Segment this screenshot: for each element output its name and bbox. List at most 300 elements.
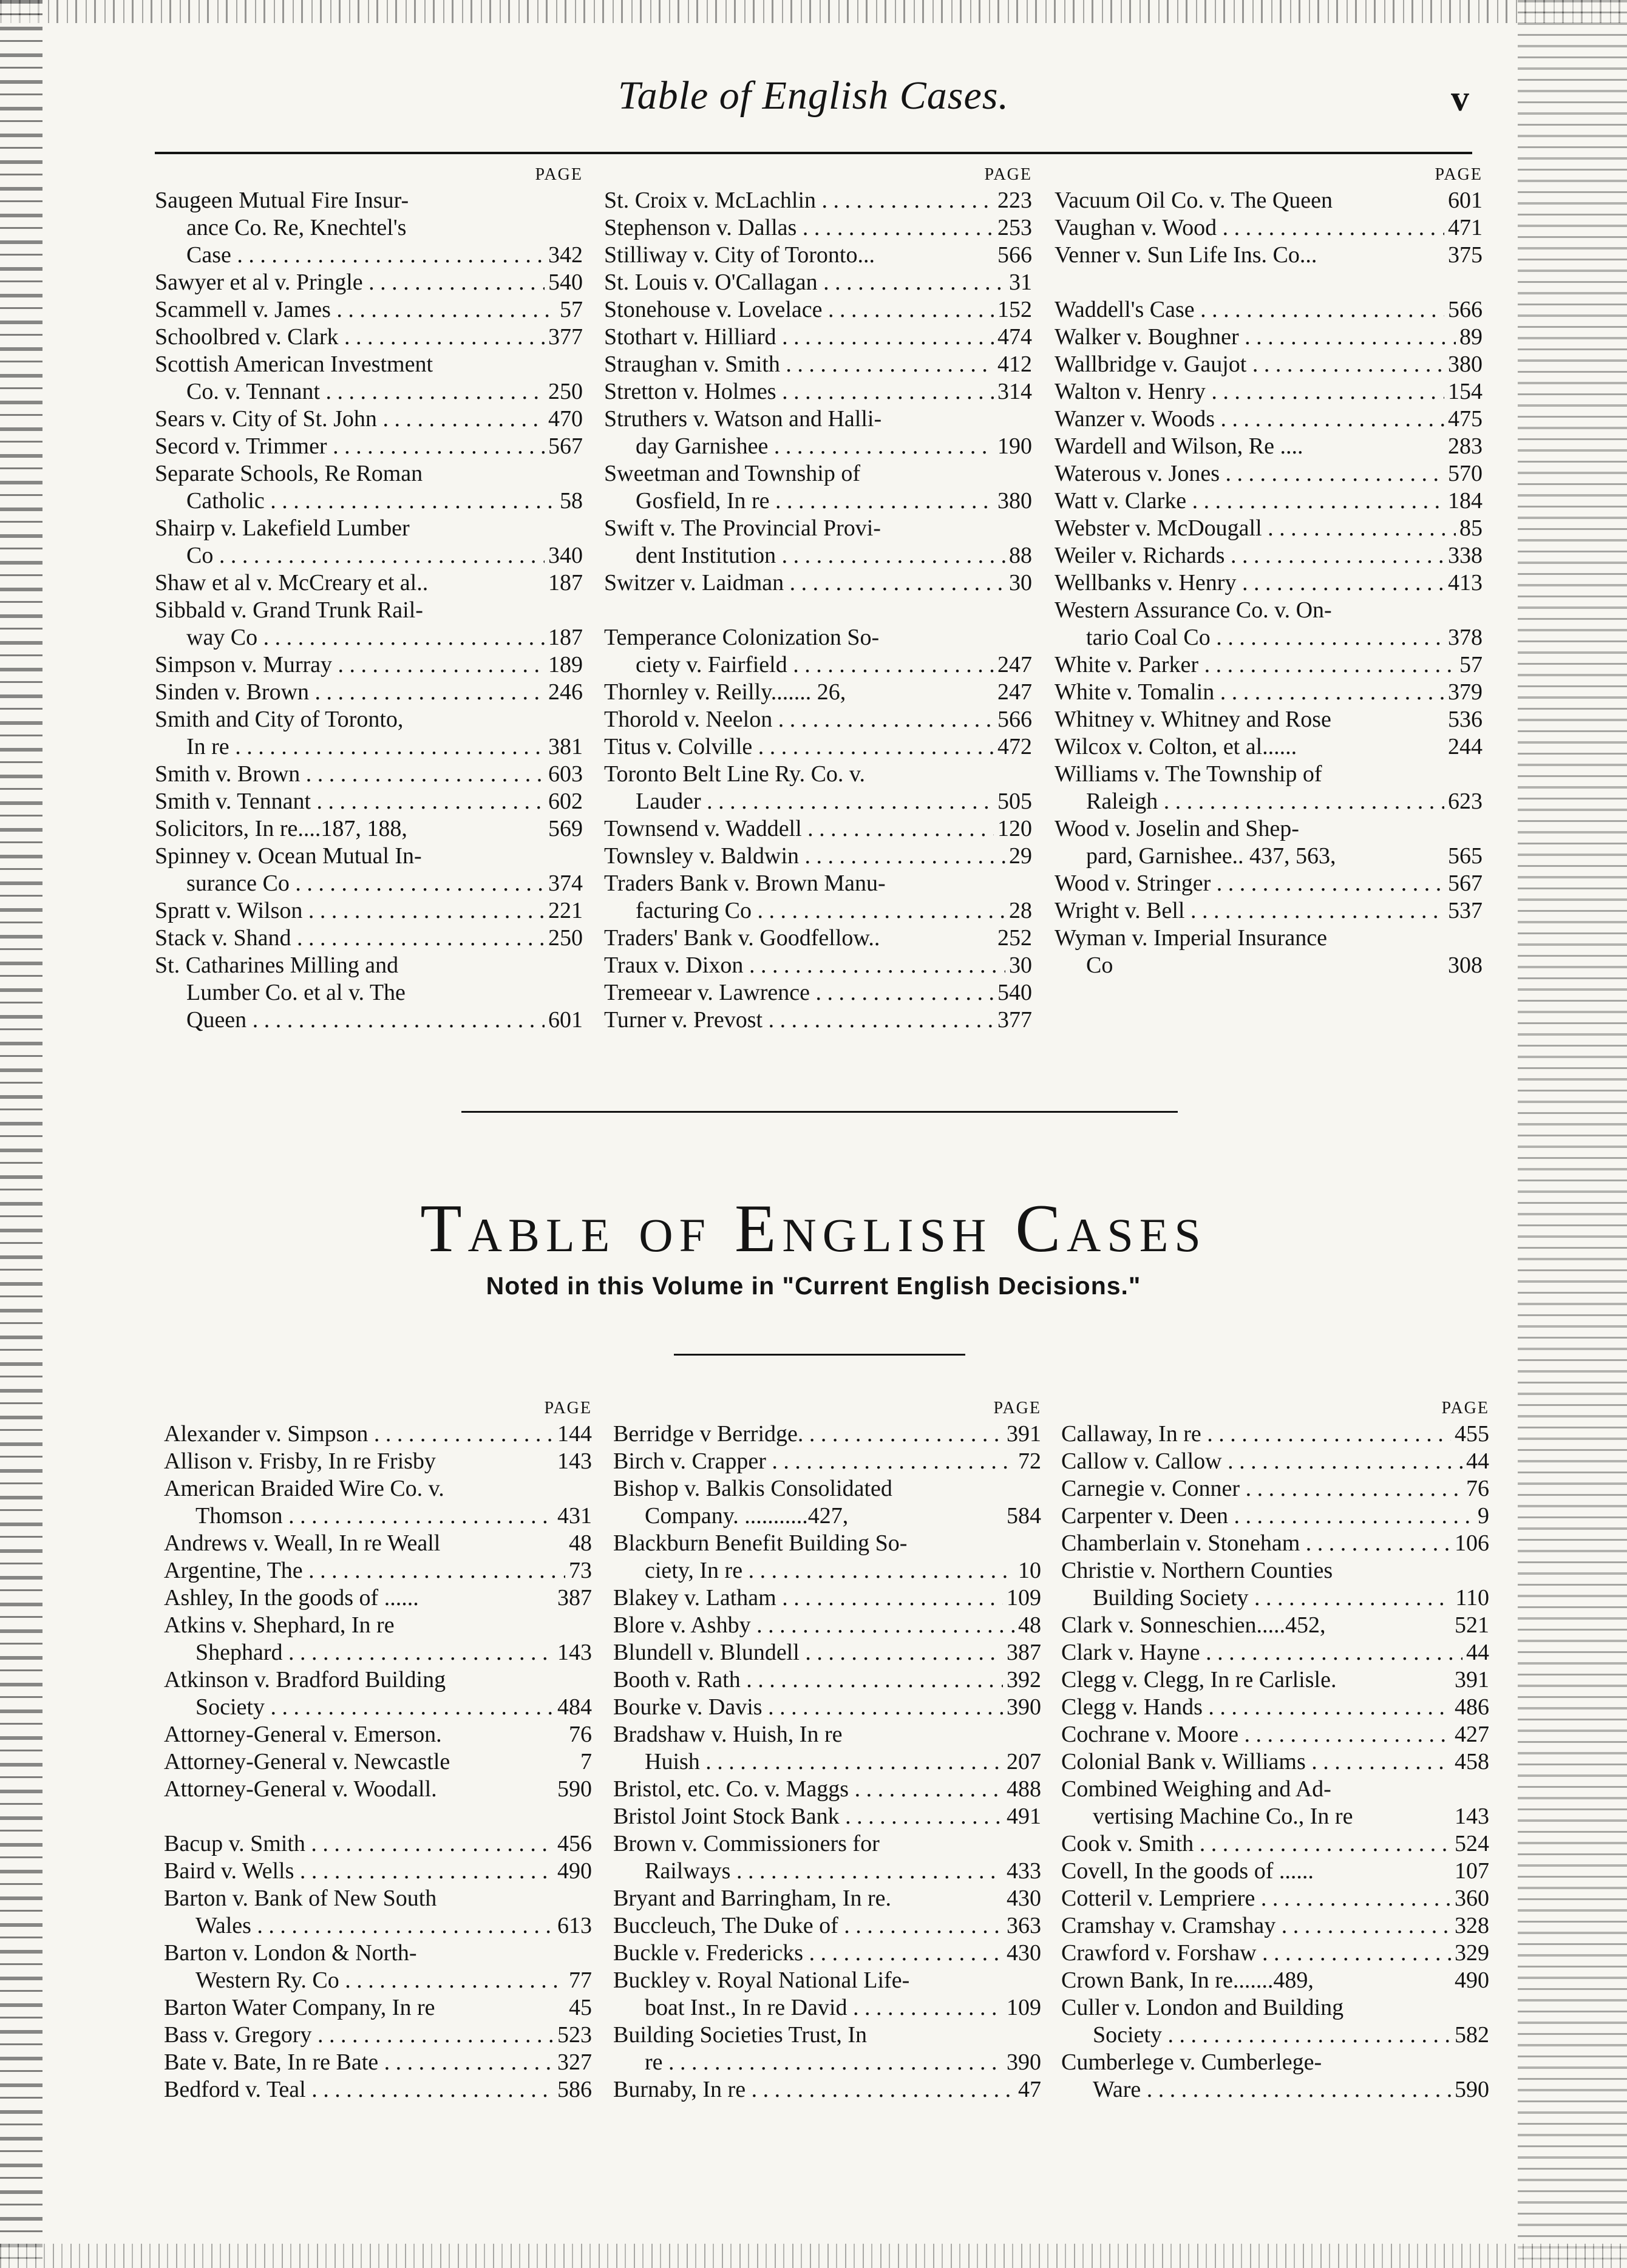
page-number: 85 — [1456, 515, 1483, 542]
case-entry — [1061, 1530, 1489, 1557]
case-name: Attorney-General v. Woodall. — [164, 1776, 437, 1802]
page-number: 360 — [1451, 1885, 1489, 1912]
page-number: 590 — [554, 1776, 592, 1803]
case-entry-continuation — [155, 870, 583, 897]
case-name: Bate v. Bate, In re Bate . . . — [164, 2049, 592, 2076]
case-name: Barton v. Bank of New South — [164, 1886, 437, 1911]
case-name: Atkinson v. Bradford Building — [164, 1667, 446, 1693]
page-number: 29 — [1005, 843, 1032, 870]
case-entry — [1061, 1421, 1489, 1448]
case-entry — [604, 870, 1032, 897]
case-entry — [164, 1421, 592, 1448]
case-name: Queen . . . — [186, 1007, 583, 1034]
page-number: 455 — [1451, 1421, 1489, 1448]
case-entry — [1055, 679, 1483, 706]
case-entry — [1061, 1858, 1489, 1885]
case-entry-continuation — [1061, 2022, 1489, 2049]
case-entry — [1055, 378, 1483, 406]
case-name: Crown Bank, In re.......489, — [1061, 1968, 1314, 1993]
case-name: Wanzer v. Woods . . . — [1055, 406, 1483, 433]
page-number: 328 — [1451, 1912, 1489, 1940]
case-name: Traders Bank v. Brown Manu- — [604, 871, 886, 896]
case-name: Blore v. Ashby . . . — [613, 1612, 1041, 1639]
case-entry-continuation — [164, 1639, 592, 1666]
case-entry — [613, 1885, 1041, 1912]
page-column-label: PAGE — [535, 165, 583, 184]
case-entry — [155, 706, 583, 733]
page-number: 392 — [1003, 1666, 1041, 1694]
case-name: Tremeear v. Lawrence . . . — [604, 979, 1032, 1007]
case-name: Sawyer et al v. Pringle . . . — [155, 269, 583, 296]
case-entry — [164, 1612, 592, 1639]
case-entry — [1055, 351, 1483, 378]
case-name: Wood v. Stringer . . . — [1055, 870, 1483, 897]
case-name: Barton v. London & North- — [164, 1940, 417, 1966]
case-entry — [1061, 1967, 1489, 1994]
page-number: 433 — [1003, 1858, 1041, 1885]
case-entry — [164, 1666, 592, 1694]
page-number: 76 — [1462, 1475, 1489, 1502]
case-name: In re . . . — [186, 733, 583, 761]
page-number: 207 — [1003, 1748, 1041, 1776]
page-number: 536 — [1444, 706, 1483, 733]
page-number: 412 — [994, 351, 1032, 378]
case-entry-continuation — [604, 542, 1032, 569]
case-entry — [1055, 597, 1483, 624]
case-name: Atkins v. Shephard, In re — [164, 1612, 395, 1638]
case-entry — [1061, 1502, 1489, 1530]
case-name: Bristol Joint Stock Bank . . . — [613, 1803, 1041, 1830]
case-name: Simpson v. Murray . . . — [155, 651, 583, 679]
case-entry — [604, 761, 1032, 788]
page-number: 586 — [554, 2076, 592, 2103]
case-entry — [1055, 187, 1483, 214]
page-number: 391 — [1451, 1666, 1489, 1694]
page-number: 375 — [1444, 242, 1483, 269]
case-entry-continuation — [155, 242, 583, 269]
case-entry-continuation — [164, 1967, 592, 1994]
case-name: Bishop v. Balkis Consolidated — [613, 1476, 892, 1501]
case-entry-continuation — [604, 651, 1032, 679]
page-number: 250 — [545, 378, 583, 406]
case-name: Western Assurance Co. v. On- — [1055, 597, 1332, 623]
case-name: Bradshaw v. Huish, In re — [613, 1722, 843, 1747]
case-name: Cochrane v. Moore . . . — [1061, 1721, 1489, 1748]
case-name: Walton v. Henry . . . — [1055, 378, 1483, 406]
scan-noise-left — [0, 0, 42, 2268]
case-entry — [1061, 1994, 1489, 2022]
case-entry — [604, 569, 1032, 597]
page-number: 374 — [545, 870, 583, 897]
case-name: Railways . . . — [645, 1858, 1041, 1885]
case-name: Culler v. London and Building — [1061, 1995, 1344, 2020]
case-entry — [155, 406, 583, 433]
page-number: 521 — [1451, 1612, 1489, 1639]
case-name: Stonehouse v. Lovelace . . . — [604, 296, 1032, 324]
case-name: Society . . . — [195, 1694, 592, 1721]
case-name: American Braided Wire Co. v. — [164, 1476, 444, 1501]
case-name: White v. Tomalin . . . — [1055, 679, 1483, 706]
case-name: ance Co. Re, Knechtel's — [186, 215, 407, 240]
case-entry-continuation — [613, 1557, 1041, 1584]
case-name: pard, Garnishee.. 437, 563, — [1086, 843, 1336, 869]
case-name: Building Society . . . — [1093, 1584, 1489, 1612]
case-name: Cotteril v. Lempriere . . . — [1061, 1885, 1489, 1912]
page-number: 540 — [545, 269, 583, 296]
page-number: 154 — [1444, 378, 1483, 406]
case-name: Gosfield, In re . . . — [636, 487, 1032, 515]
case-name: Case . . . — [186, 242, 583, 269]
case-entry — [604, 925, 1032, 952]
case-entry — [155, 515, 583, 542]
case-name: St. Louis v. O'Callagan . . . — [604, 269, 1032, 296]
page-number: 491 — [1003, 1803, 1041, 1830]
page-number: 390 — [1003, 1694, 1041, 1721]
case-entry — [604, 706, 1032, 733]
case-name: Shaw et al v. McCreary et al.. — [155, 570, 429, 596]
case-name: Attorney-General v. Newcastle — [164, 1749, 450, 1774]
page-number: 413 — [1444, 569, 1483, 597]
page-number: 7 — [577, 1748, 592, 1776]
case-entry — [155, 269, 583, 296]
case-name: Alexander v. Simpson . . . — [164, 1421, 592, 1448]
page-number: 379 — [1444, 679, 1483, 706]
case-entry — [604, 324, 1032, 351]
page-number: 601 — [545, 1007, 583, 1034]
case-list — [1055, 187, 1483, 979]
case-name: Clegg v. Clegg, In re Carlisle. — [1061, 1667, 1337, 1693]
page-number: 190 — [994, 433, 1032, 460]
case-name: Watt v. Clarke . . . — [1055, 487, 1483, 515]
case-name: facturing Co . . . — [636, 897, 1032, 925]
case-entry-continuation — [604, 788, 1032, 815]
page-number: 390 — [1003, 2049, 1041, 2076]
page-number: 387 — [1003, 1639, 1041, 1666]
case-name: Blundell v. Blundell . . . — [613, 1639, 1041, 1666]
page-number: 567 — [545, 433, 583, 460]
page-number: 391 — [1003, 1421, 1041, 1448]
page-number: 567 — [1444, 870, 1483, 897]
page-number: 377 — [545, 324, 583, 351]
case-name: Booth v. Rath . . . — [613, 1666, 1041, 1694]
case-entry — [1061, 1830, 1489, 1858]
case-name: Wright v. Bell . . . — [1055, 897, 1483, 925]
page-number: 431 — [554, 1502, 592, 1530]
page-column-label: PAGE — [1435, 165, 1483, 184]
case-entry — [604, 406, 1032, 433]
page-number: 144 — [554, 1421, 592, 1448]
case-entry-continuation — [1061, 1584, 1489, 1612]
case-name: Bacup v. Smith . . . — [164, 1830, 592, 1858]
case-entry — [164, 1776, 592, 1803]
page-number: 584 — [1003, 1502, 1041, 1530]
case-entry — [613, 1967, 1041, 1994]
case-entry-continuation — [1055, 624, 1483, 651]
case-name: Colonial Bank v. Williams . . . — [1061, 1748, 1489, 1776]
page-number: 143 — [1451, 1803, 1489, 1830]
case-name: Turner v. Prevost . . . — [604, 1007, 1032, 1034]
page-number: 252 — [994, 925, 1032, 952]
page-number: 378 — [1444, 624, 1483, 651]
case-name: Chamberlain v. Stoneham . . . — [1061, 1530, 1489, 1557]
page-number: 570 — [1444, 460, 1483, 487]
page-number: 72 — [1014, 1448, 1041, 1475]
case-entry — [155, 460, 583, 487]
page-number: 189 — [545, 651, 583, 679]
case-entry-continuation — [1055, 952, 1483, 979]
case-name: Stothart v. Hilliard . . . — [604, 324, 1032, 351]
page-number: 475 — [1444, 406, 1483, 433]
case-entry — [1055, 242, 1483, 269]
page-number: 89 — [1456, 324, 1483, 351]
case-entry-continuation — [604, 897, 1032, 925]
subtitle-divider — [674, 1354, 965, 1356]
case-name: Vacuum Oil Co. v. The Queen — [1055, 188, 1333, 213]
case-entry — [155, 433, 583, 460]
case-list — [164, 1421, 592, 2103]
case-name: Waddell's Case . . . — [1055, 296, 1483, 324]
case-name: Solicitors, In re....187, 188, — [155, 816, 407, 841]
case-name: Wood v. Joselin and Shep- — [1055, 816, 1299, 841]
lower-column-2 — [613, 1396, 1041, 2103]
page-number: 340 — [545, 542, 583, 569]
page-number: 540 — [994, 979, 1032, 1007]
page-number: 253 — [994, 214, 1032, 242]
page-number: 380 — [994, 487, 1032, 515]
case-entry — [604, 351, 1032, 378]
case-entry — [604, 515, 1032, 542]
case-entry — [1061, 1639, 1489, 1666]
page-number: 471 — [1444, 214, 1483, 242]
page-number: 565 — [1444, 843, 1483, 870]
case-entry — [604, 843, 1032, 870]
case-entry — [1061, 1912, 1489, 1940]
page-number: 221 — [545, 897, 583, 925]
case-name: Struthers v. Watson and Halli- — [604, 406, 882, 432]
case-name: Thomson . . . — [195, 1502, 592, 1530]
case-entry — [1055, 733, 1483, 761]
case-entry — [604, 187, 1032, 214]
case-name: Argentine, The . . . — [164, 1557, 592, 1584]
upper-column-3 — [1055, 163, 1483, 979]
case-entry — [1055, 515, 1483, 542]
page-number: 283 — [1444, 433, 1483, 460]
case-entry-continuation — [155, 378, 583, 406]
page-number: 602 — [545, 788, 583, 815]
page-number: 73 — [565, 1557, 592, 1584]
case-entry — [1061, 1557, 1489, 1584]
section-title: Table of English Cases — [420, 1191, 1207, 1266]
case-entry — [613, 1694, 1041, 1721]
case-entry — [155, 815, 583, 843]
case-entry — [604, 679, 1032, 706]
page-number: 377 — [994, 1007, 1032, 1034]
case-entry — [1055, 324, 1483, 351]
page-number: 223 — [994, 187, 1032, 214]
case-name: Schoolbred v. Clark . . . — [155, 324, 583, 351]
page-folio: v — [1451, 78, 1469, 118]
case-name: Company. ...........427, — [645, 1503, 849, 1529]
case-entry — [1055, 651, 1483, 679]
page-number: 569 — [545, 815, 583, 843]
case-entry — [604, 269, 1032, 296]
case-entry-continuation — [613, 1502, 1041, 1530]
page-number: 48 — [565, 1530, 592, 1557]
case-entry — [164, 2076, 592, 2103]
page-number: 474 — [994, 324, 1032, 351]
page-number: 106 — [1451, 1530, 1489, 1557]
case-entry — [155, 788, 583, 815]
case-name: Wilcox v. Colton, et al...... — [1055, 734, 1297, 759]
case-entry — [613, 1612, 1041, 1639]
case-entry — [164, 1584, 592, 1612]
page-number: 31 — [1005, 269, 1032, 296]
case-name: Sweetman and Township of — [604, 461, 860, 486]
case-entry-continuation — [155, 542, 583, 569]
case-entry — [155, 187, 583, 214]
case-entry — [1061, 2049, 1489, 2076]
case-name: vertising Machine Co., In re — [1093, 1804, 1353, 1829]
case-name: Birch v. Crapper . . . — [613, 1448, 1041, 1475]
case-entry — [1055, 487, 1483, 515]
case-entry-continuation — [155, 214, 583, 242]
case-entry — [604, 952, 1032, 979]
page-number: 9 — [1474, 1502, 1489, 1530]
case-entry — [164, 1858, 592, 1885]
page-number: 247 — [994, 679, 1032, 706]
case-entry — [1055, 815, 1483, 843]
case-entry — [155, 569, 583, 597]
case-name: Wardell and Wilson, Re .... — [1055, 433, 1303, 459]
case-name: day Garnishee . . . — [636, 433, 1032, 460]
page-number: 582 — [1451, 2022, 1489, 2049]
case-entry — [155, 761, 583, 788]
case-list — [604, 187, 1032, 1034]
case-name: ciety, In re . . . — [645, 1557, 1041, 1584]
page-number: 329 — [1451, 1940, 1489, 1967]
case-name: Callaway, In re . . . — [1061, 1421, 1489, 1448]
case-name: Wyman v. Imperial Insurance — [1055, 925, 1327, 951]
case-entry — [1061, 1885, 1489, 1912]
page-number: 45 — [565, 1994, 592, 2022]
page-number: 566 — [1444, 296, 1483, 324]
page-number: 247 — [994, 651, 1032, 679]
case-entry — [1055, 214, 1483, 242]
page-number: 109 — [1003, 1994, 1041, 2022]
case-entry — [604, 242, 1032, 269]
case-entry-continuation — [164, 1502, 592, 1530]
case-entry — [155, 296, 583, 324]
case-name: Catholic . . . — [186, 487, 583, 515]
case-name: Saugeen Mutual Fire Insur- — [155, 188, 409, 213]
page-number: 490 — [554, 1858, 592, 1885]
case-entry — [155, 925, 583, 952]
case-name: Shairp v. Lakefield Lumber — [155, 515, 410, 541]
case-name: Ashley, In the goods of ...... — [164, 1585, 419, 1611]
case-name: Stack v. Shand . . . — [155, 925, 583, 952]
case-entry-continuation — [613, 1858, 1041, 1885]
case-entry — [613, 1421, 1041, 1448]
header-rule — [155, 152, 1472, 154]
case-entry — [613, 1666, 1041, 1694]
page-number: 184 — [1444, 487, 1483, 515]
page-number: 143 — [554, 1448, 592, 1475]
case-name: Williams v. The Township of — [1055, 761, 1322, 787]
page-number: 537 — [1444, 897, 1483, 925]
page-number: 107 — [1451, 1858, 1489, 1885]
case-name: Townsend v. Waddell . . . — [604, 815, 1032, 843]
case-name: Huish . . . — [645, 1748, 1041, 1776]
case-entry — [1055, 925, 1483, 952]
case-entry — [1061, 1666, 1489, 1694]
page-number: 244 — [1444, 733, 1483, 761]
case-name: Co . . . — [186, 542, 583, 569]
page-number: 44 — [1462, 1448, 1489, 1475]
case-name: Smith v. Tennant . . . — [155, 788, 583, 815]
case-entry — [1061, 1694, 1489, 1721]
case-list — [613, 1421, 1041, 2103]
case-name: Attorney-General v. Emerson. — [164, 1722, 442, 1747]
case-entry-continuation — [1055, 843, 1483, 870]
case-entry — [164, 1885, 592, 1912]
page-number: 524 — [1451, 1830, 1489, 1858]
case-name: White v. Parker . . . — [1055, 651, 1483, 679]
case-entry — [164, 1448, 592, 1475]
case-name: Lauder . . . — [636, 788, 1032, 815]
case-name: Townsley v. Baldwin . . . — [604, 843, 1032, 870]
page-column-label: PAGE — [984, 165, 1032, 184]
case-name: Traux v. Dixon . . . — [604, 952, 1032, 979]
case-name: Spinney v. Ocean Mutual In- — [155, 843, 422, 869]
case-entry — [164, 1530, 592, 1557]
case-entry — [1061, 1940, 1489, 1967]
page-number: 523 — [554, 2022, 592, 2049]
case-name: Temperance Colonization So- — [604, 625, 880, 650]
case-name: Bryant and Barringham, In re. — [613, 1886, 891, 1911]
case-name: Burnaby, In re . . . — [613, 2076, 1041, 2103]
case-entry-continuation — [164, 1912, 592, 1940]
case-name: Spratt v. Wilson . . . — [155, 897, 583, 925]
case-entry — [1055, 433, 1483, 460]
case-name: Weiler v. Richards . . . — [1055, 542, 1483, 569]
page-number: 603 — [545, 761, 583, 788]
case-entry — [613, 2076, 1041, 2103]
scan-noise-right — [1518, 0, 1627, 2268]
case-name: Ware . . . — [1093, 2076, 1489, 2103]
case-name: Toronto Belt Line Ry. Co. v. — [604, 761, 865, 787]
case-entry — [604, 815, 1032, 843]
section-subtitle: Noted in this Volume in "Current English Decisions." — [486, 1272, 1141, 1300]
page-number: 10 — [1014, 1557, 1041, 1584]
case-name: Co. v. Tennant . . . — [186, 378, 583, 406]
entry-spacer — [164, 1803, 592, 1830]
case-name: Bourke v. Davis . . . — [613, 1694, 1041, 1721]
case-entry — [1055, 542, 1483, 569]
page-number: 566 — [994, 706, 1032, 733]
page-number: 109 — [1003, 1584, 1041, 1612]
case-entry-continuation — [155, 979, 583, 1007]
scan-noise-top — [0, 0, 1627, 23]
page-number: 488 — [1003, 1776, 1041, 1803]
case-name: Bedford v. Teal . . . — [164, 2076, 592, 2103]
case-name: Allison v. Frisby, In re Frisby — [164, 1448, 436, 1474]
case-entry — [164, 2022, 592, 2049]
page-number: 44 — [1462, 1639, 1489, 1666]
case-entry — [613, 1830, 1041, 1858]
case-entry-continuation — [164, 1694, 592, 1721]
case-name: Separate Schools, Re Roman — [155, 461, 423, 486]
case-entry — [164, 1830, 592, 1858]
